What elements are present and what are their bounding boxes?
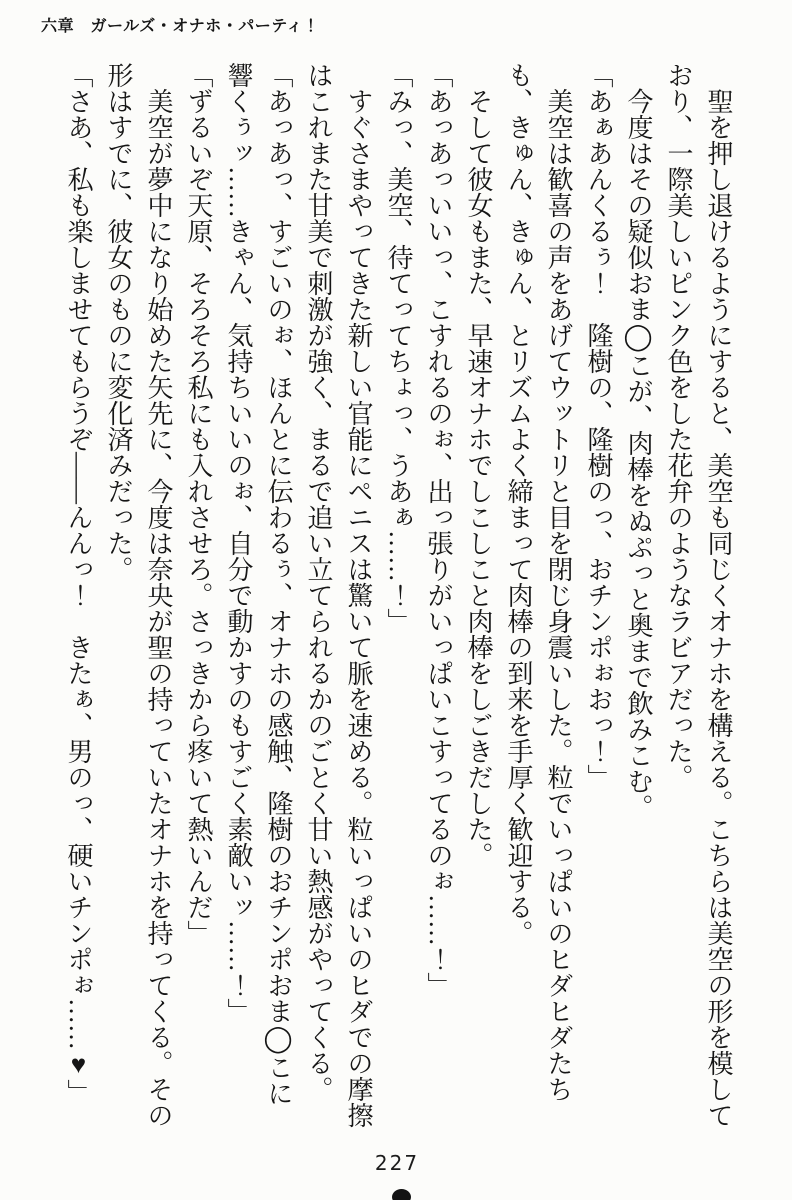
- paragraph: 聖を押し退けるようにすると、美空も同じくオナホを構える。こちらは美空の形を模しており、一際美しいピンク色をした花弁のようなラビアだった。: [664, 62, 733, 1128]
- paragraph: 「みっ、美空、待てってちょっ、うあぁ……！」: [384, 62, 413, 634]
- paragraph: 「あっあっいいっ、こすれるのぉ、出っ張りがいっぱいこすってるのぉ……！」: [424, 62, 453, 998]
- paragraph: 「ずるいぞ天原、そろそろ私にも入れさせろ。さっきから疼いて熱いんだ」: [184, 62, 213, 946]
- paragraph: そして彼女もまた、早速オナホでしこしこと肉棒をしごきだした。: [464, 88, 493, 868]
- paragraph: 「あぁあんくるぅ！ 隆樹の、隆樹のっ、おチンポぉおっ！」: [584, 62, 613, 790]
- paragraph: 「あっあっ、すごいのぉ、ほんとに伝わるぅ、オナホの感触、隆樹のおチンポおま◯こに響くぅッ……きゃん、気持ちいいのぉ、自分で動かすのもすごく素敵いッ……！」: [224, 62, 293, 1106]
- paragraph: 今度はその疑似おま◯こが、肉棒をぬぷっと奥まで飲みこむ。: [624, 88, 653, 820]
- paragraph: 美空が夢中になり始めた矢先に、今度は奈央が聖の持っていたオナホを持ってくる。その形はすでに、彼女のものに変化済みだった。: [104, 62, 173, 1128]
- paragraph: すぐさまやってきた新しい官能にペニスは驚いて脈を速める。粒いっぱいのヒダでの摩擦はこれまた甘美で刺激が強く、まるで追い立てられるかのごとく甘い熱感がやってくる。: [304, 62, 373, 1128]
- paragraph: 美空は歓喜の声をあげてウットリと目を閉じ身震いした。粒でいっぱいのヒダヒダたちも、きゅん、きゅん、とリズムよく締まって肉棒の到来を手厚く歓迎する。: [504, 62, 573, 1102]
- body-text: [56, 62, 738, 1128]
- ink-spot: [392, 1189, 411, 1200]
- page-number: 227: [374, 1151, 420, 1175]
- paragraph: 「さあ、私も楽しませてもらうぞ――んんっ！ きたぁ、男のっ、硬いチンポぉ……♥」: [64, 62, 93, 1105]
- chapter-header: 六章 ガールズ・オナホ・パーティ！: [41, 18, 320, 35]
